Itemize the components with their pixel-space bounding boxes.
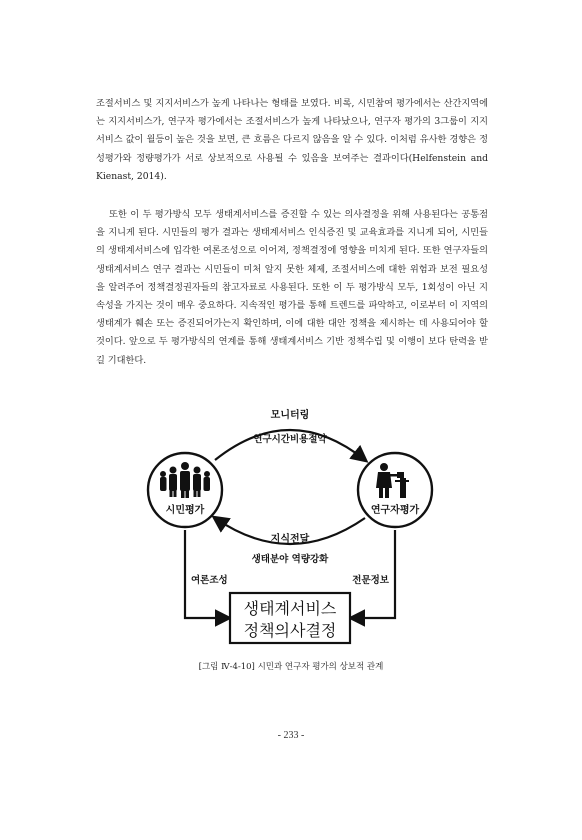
knowledge-transfer-label: 지식전달 bbox=[270, 534, 310, 545]
public-opinion-arrow bbox=[185, 530, 228, 618]
policy-box-line1: 생태계서비스 bbox=[243, 599, 337, 618]
researcher-evaluation-label: 연구자평가 bbox=[370, 505, 420, 516]
public-opinion-label: 여론조성 bbox=[191, 575, 228, 586]
monitoring-label: 모니터링 bbox=[270, 410, 310, 421]
research-cost-saving-label: 연구시간비용절약 bbox=[253, 434, 327, 445]
body-paragraph-2: 또한 이 두 평가방식 모두 생태계서비스를 증진할 수 있는 의사결정을 위해 사용된다는 공통점을 지니게 된다. 시민들의 평가 결과는 생태계서비스 인식증진 및 교육효과를 지니게 되어, 시민들의 생태계서비스에 입각한 여론조성으로 이어져, 정책결정에 영향을 미치게 된다. 또한 연구자들의 생태계서비스 연구 결과는 시민들이 미처 알지 못한 체제, 조절서비스에 대한 위험과 보전 필요성을 알려주어 정책결정권자들의 참고자료로 사용된다. 또한 이 두 평가방식 모두, 1회성이 아닌 지속성을 가지는 것이 매우 중요하다. 지속적인 평가를 통해 트렌드를 파악하고, 이로부터 이 지역의 생태계가 훼손 또는 증진되어가는지 확인하며, 이에 대한 대안 정책을 제시하는 데 사용되어야 할 것이다. 앞으로 두 평가방식의 연계를 통해 생태계서비스 기반 정책수립 및 이행이 보다 탄력을 받길 기대한다. bbox=[96, 209, 488, 366]
body-paragraph-1: 조절서비스 및 지지서비스가 높게 나타나는 형태를 보였다. 비록, 시민참여 평가에서는 산간지역에는 지지서비스가, 연구자 평가에서는 조절서비스가 높게 나타났으나, 연구자 평가의 3그룹이 지지서비스 값이 월등이 높은 것을 보면, 큰 흐름은 다르지 않음을 알 수 있다. 이처럼 유사한 경향은 정성평가와 정량평가가 서로 상보적으로 사용될 수 있음을 보여주는 결과이다(Helfenstein and Kienast, 2014). bbox=[96, 98, 488, 182]
page-number: - 233 - bbox=[277, 730, 305, 741]
expert-info-label: 전문정보 bbox=[352, 575, 389, 586]
ecology-capacity-label: 생태분야 역량강화 bbox=[251, 554, 329, 565]
citizen-evaluation-label: 시민평가 bbox=[165, 505, 205, 516]
policy-box-line2: 정책의사결정 bbox=[243, 621, 337, 640]
complementary-relationship-diagram bbox=[140, 400, 440, 660]
figure-caption: [그림 Ⅳ-4-10] 시민과 연구자 평가의 상보적 관계 bbox=[198, 662, 384, 672]
expert-info-arrow bbox=[352, 530, 395, 618]
